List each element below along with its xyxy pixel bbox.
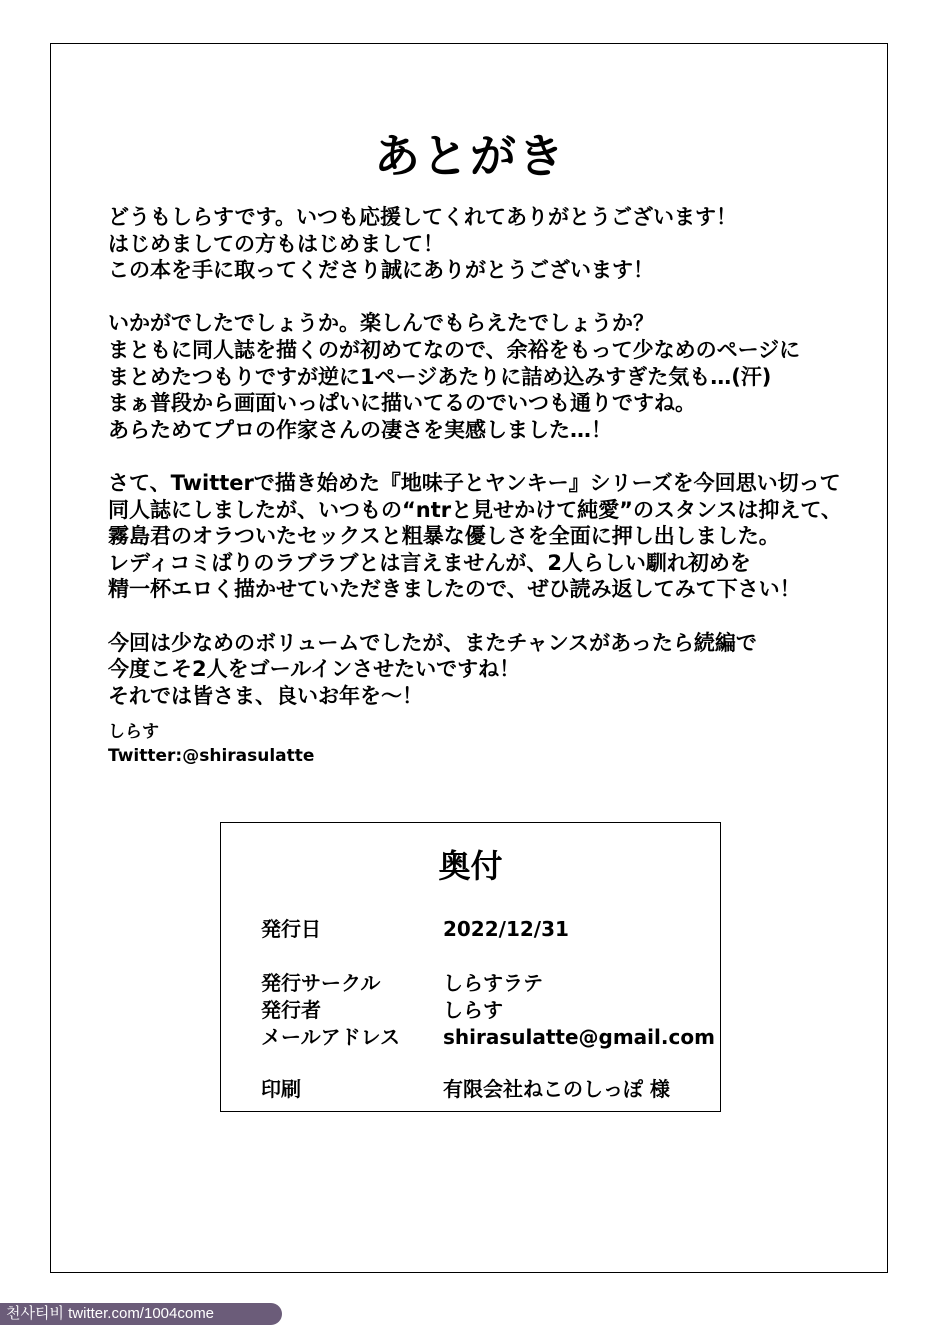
- colophon-value: しらすラテ: [442, 971, 543, 995]
- colophon-box: [220, 822, 721, 1112]
- afterword-paragraph-4: [108, 630, 868, 710]
- text-line: はじめましての方もはじめまして！: [108, 231, 444, 256]
- text-line: 霧島君のオラついたセックスと粗暴な優しさを全面に押し出しました。: [108, 524, 780, 549]
- text-line: いかがでしたでしょうか。楽しんでもらえたでしょうか？: [108, 311, 654, 336]
- author-twitter: Twitter:@shirasulatte: [108, 746, 315, 766]
- text-line: 今回は少なめのボリュームでしたが、またチャンスがあったら続編で: [108, 630, 757, 655]
- colophon-label: 発行サークル: [261, 971, 381, 995]
- author-name: しらす: [108, 722, 159, 742]
- text-line: まとめたつもりですが逆に1ページあたりに詰め込みすぎた気も…(汗): [108, 364, 772, 389]
- text-line: どうもしらすです。いつも応援してくれてありがとうございます！: [108, 205, 737, 229]
- colophon-row-date: [261, 913, 569, 942]
- text-line: 同人誌にしましたが、いつもの“ntrと見せかけて純愛”のスタンスは抑えて、: [108, 497, 842, 522]
- text-line: あらためてプロの作家さんの凄さを実感しました…！: [108, 417, 612, 442]
- text-line: まぁ普段から画面いっぱいに描いてるのでいつも通りですね。: [108, 391, 696, 416]
- watermark-tag: 천사티비 twitter.com/1004come: [0, 1303, 282, 1325]
- colophon-title: 奥付: [438, 847, 503, 885]
- colophon-row-email: [261, 1021, 715, 1050]
- colophon-value: しらす: [442, 998, 503, 1022]
- signature: [108, 720, 314, 768]
- colophon-label: 印刷: [261, 1077, 301, 1101]
- afterword-title: あとがき: [374, 129, 566, 183]
- text-line: この本を手に取ってくださり誠にありがとうございます！: [108, 258, 654, 283]
- colophon-value: 2022/12/31: [442, 917, 569, 941]
- text-line: まともに同人誌を描くのが初めてなので、余裕をもって少なめのページに: [108, 337, 801, 362]
- afterword-body: [108, 204, 868, 736]
- colophon-row-circle: [261, 967, 543, 996]
- text-line: さて、Twitterで描き始めた『地味子とヤンキー』シリーズを今回思い切って: [108, 470, 841, 495]
- colophon-label: メールアドレス: [261, 1025, 400, 1049]
- colophon-label: 発行日: [261, 917, 321, 941]
- colophon-value: 有限会社ねこのしっぽ 様: [442, 1077, 670, 1101]
- colophon-value: shirasulatte@gmail.com: [442, 1025, 715, 1049]
- text-line: 精一杯エロく描かせていただきましたので、ぜひ読み返してみて下さい！: [108, 577, 801, 602]
- text-line: レディコミばりのラブラブとは言えませんが、2人らしい馴れ初めを: [108, 550, 751, 575]
- afterword-paragraph-3: [108, 470, 868, 603]
- text-line: 今度こそ2人をゴールインさせたいですね！: [108, 657, 521, 682]
- colophon-label: 発行者: [261, 998, 321, 1022]
- colophon-row-printer: [261, 1073, 670, 1102]
- text-line: それでは皆さま、良いお年を〜！: [108, 683, 423, 708]
- afterword-paragraph-1: [108, 204, 868, 284]
- colophon-row-publisher: [261, 994, 503, 1023]
- afterword-paragraph-2: [108, 310, 868, 443]
